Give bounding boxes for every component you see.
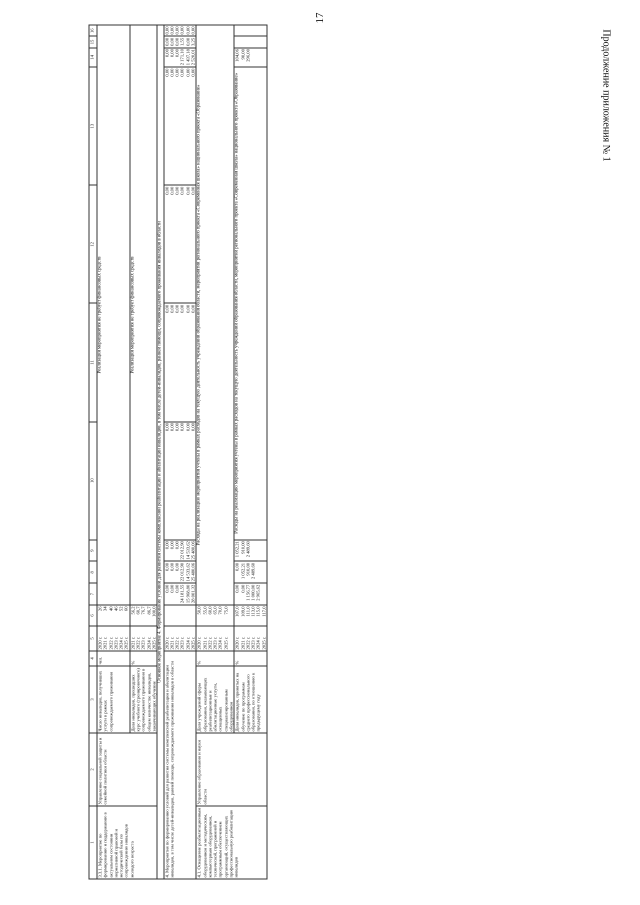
section-c-row1: 4.1. Оснащение реабилитационным оборудованием и методическим, компьютерным оборудованием, технической, программной и программным обеспечением организаций, осуществляющих профессиональную реабилитацию инвалидов Управление образования и науки области Доля учреждений сферы образования, оказывающих реабилитационные и абилитационные услуги, оснащенных специализированным оборудованием % 2020 г. 2021 г. 2022 г. 2023 г. 2024 г. 2025 г. 50,0 55,0 60,0 65,0 70,0 75,0 Расходы на реализацию мероприятия учтены в рамках расходов на текущую деятельность учреждений образования области, мероприятий регионального проекта «Современная школа» национального проекта «Образование» [196, 25, 234, 879]
program-table [89, 25, 268, 880]
section-a-executor: Управление социальной защиты и семейной политики области [97, 733, 157, 806]
col-1: 1 [89, 806, 97, 879]
section-b-row: 4. Мероприятия по формированию условий для развития системы комплексной реабилитации и абилитации инвалидов, в том числе детей-инвалидов, ранней помощи, сопровождаемого проживания инвалидов в области 2020 г. 2021 г. 2022 г. 2023 г. 2024 г. 2025 г. 0,00 0,00 0,00 24 181,55 15 968,80 28 001,32 0,00 0,00 0,00 22 012,90 14 533,62 25 480,06 0,00 0,00 0,00 22 012,90 14 533,62 25 480,06 0,00 0,00 0,00 0,00 0,00 0,00 0,00 0,00 0,00 0,00 0,00 0,00 0,00 0,00 0,00 0,00 0,00 0,00 0,00 0,00 0,00 0,00 0,00 0,00 0,00 0,00 0,00 2 171,10 1 437,18 2 520,01 0,00 0,00 0,00 1,55 0,00 3,25 0,00 0,00 0,00 0,00 0,00 0,00 [164, 26, 196, 878]
section-a-label: 3.3.1. Мероприятие по формированию и поддержанию в актуальном состоянии нормативной правовой и методической базы по сопровождению инвалидов молодого возраста [97, 806, 157, 879]
page-number: 17 [314, 12, 326, 24]
document-table-area [88, 20, 328, 885]
section-a-indicator2: Доля инвалидов, прошедших курс учебного (тренировочного) сопровождаемого проживания в общем количестве инвалидов, заканчивающих обучение [130, 666, 157, 733]
section-a-row1: 3.3.1. Мероприятие по формированию и поддержанию в актуальном состоянии нормативной правовой и методической базы по сопровождению инвалидов молодого возраста Управление социальной защиты и семейной политики области Число инвалидов, получивших услуги в рамках сопровождаемого проживания чел. 2020 г. 2021 г. 2022 г. 2023 г. 2024 г. 2025 г. 26 34 40 46 52 60 Реализация мероприятия не требует финансовых средств [97, 25, 130, 879]
col-16: 16 [89, 25, 97, 36]
main-event-4-banner: Основное мероприятие 4. Формирование условий для развития системы комплексной реабилитации и абилитации инвалидов, в том числе детей-инвалидов, ранней помощи, сопровождаемого проживания инвалидов в области [157, 25, 164, 879]
section-b-label: 4. Мероприятия по формированию условий для развития системы комплексной реабилитации и абилитации инвалидов, в том числе детей-инвалидов, ранней помощи, сопровождаемого проживания инвалидов в области [164, 651, 197, 879]
section-c-indicator1: Доля учреждений сферы образования, оказывающих реабилитационные и абилитационные услуги, оснащенных специализированным оборудованием [196, 666, 234, 733]
section-a-banner2: Реализация мероприятия не требует финансовых средств [130, 25, 157, 605]
section-c-row2: Доля инвалидов, принятых на обучение по программам среднего профессионального образования, по отношению к предыдущему году % 2020 г. 2021 г. 2022 г. 2023 г. 2024 г. 2025 г. 107,0 109,0 111,0 113,0 115,0 117,0 0,00 0,00 1 156,77 1 000,00 2 965,62 0,00 1 052,21 910,00 2 489,60 1 052,21 910,00 2 489,60 Расходы на реализацию мероприятия учтены в рамках расходов на текущую деятельность учреждений образования области, мероприятий регионального проекта «Современная школа» национального проекта «Образование» 104,06 90,00 296,00 [234, 25, 267, 879]
col-2: 2 [89, 733, 97, 806]
col-3: 3 [89, 666, 97, 733]
section-a-indicator1: Число инвалидов, получивших услуги в рамках сопровождаемого проживания [97, 666, 130, 733]
section-c-unit1: % [196, 651, 234, 666]
section-a-banner1: Реализация мероприятия не требует финансовых средств [97, 25, 130, 605]
col-9: 9 [89, 540, 97, 562]
section-c-indicator2: Доля инвалидов, принятых на обучение по программам среднего профессионального образования, по отношению к предыдущему году [234, 666, 267, 733]
section-c-executor: Управление образования и науки области [196, 733, 267, 806]
col-7: 7 [89, 583, 97, 605]
col-11: 11 [89, 303, 97, 421]
col-8: 8 [89, 561, 97, 583]
section-a-unit1: чел. [97, 651, 130, 666]
header-row [89, 25, 97, 879]
col-10: 10 [89, 422, 97, 540]
col-13: 13 [89, 67, 97, 185]
col-15: 15 [89, 36, 97, 47]
col-14: 14 [89, 48, 97, 67]
col-4: 4 [89, 651, 97, 666]
section-c-label: 4.1. Оснащение реабилитационным оборудованием и методическим, компьютерным оборудованием, технической, программной и программным обеспечением организаций, осуществляющих профессиональную реабилитацию инвалидов [196, 806, 267, 879]
section-c-unit2: % [234, 651, 267, 666]
section-a-row2: Доля инвалидов, прошедших курс учебного (тренировочного) сопровождаемого проживания в общем количестве инвалидов, заканчивающих обучение % 2021 г. 2022 г. 2023 г. 2024 г. 2025 г. 56,2 60,7 76,7 86,7 100,0 Реализация мероприятия не требует финансовых средств [130, 25, 157, 879]
appendix-title: Продолжение приложения № 1 [600, 29, 612, 162]
section-a-unit2: % [130, 651, 157, 666]
col-6: 6 [89, 605, 97, 626]
section-c-banner1: Расходы на реализацию мероприятия учтены в рамках расходов на текущую деятельность учреждений образования области, мероприятий регионального проекта «Современная школа» национального проекта «Образование» [196, 25, 234, 605]
col-5: 5 [89, 626, 97, 651]
section-c-banner2: Расходы на реализацию мероприятия учтены в рамках расходов на текущую деятельность учреждений образования области, мероприятий регионального проекта «Современная школа» национального проекта «Образование» [234, 67, 267, 540]
col-12: 12 [89, 185, 97, 303]
